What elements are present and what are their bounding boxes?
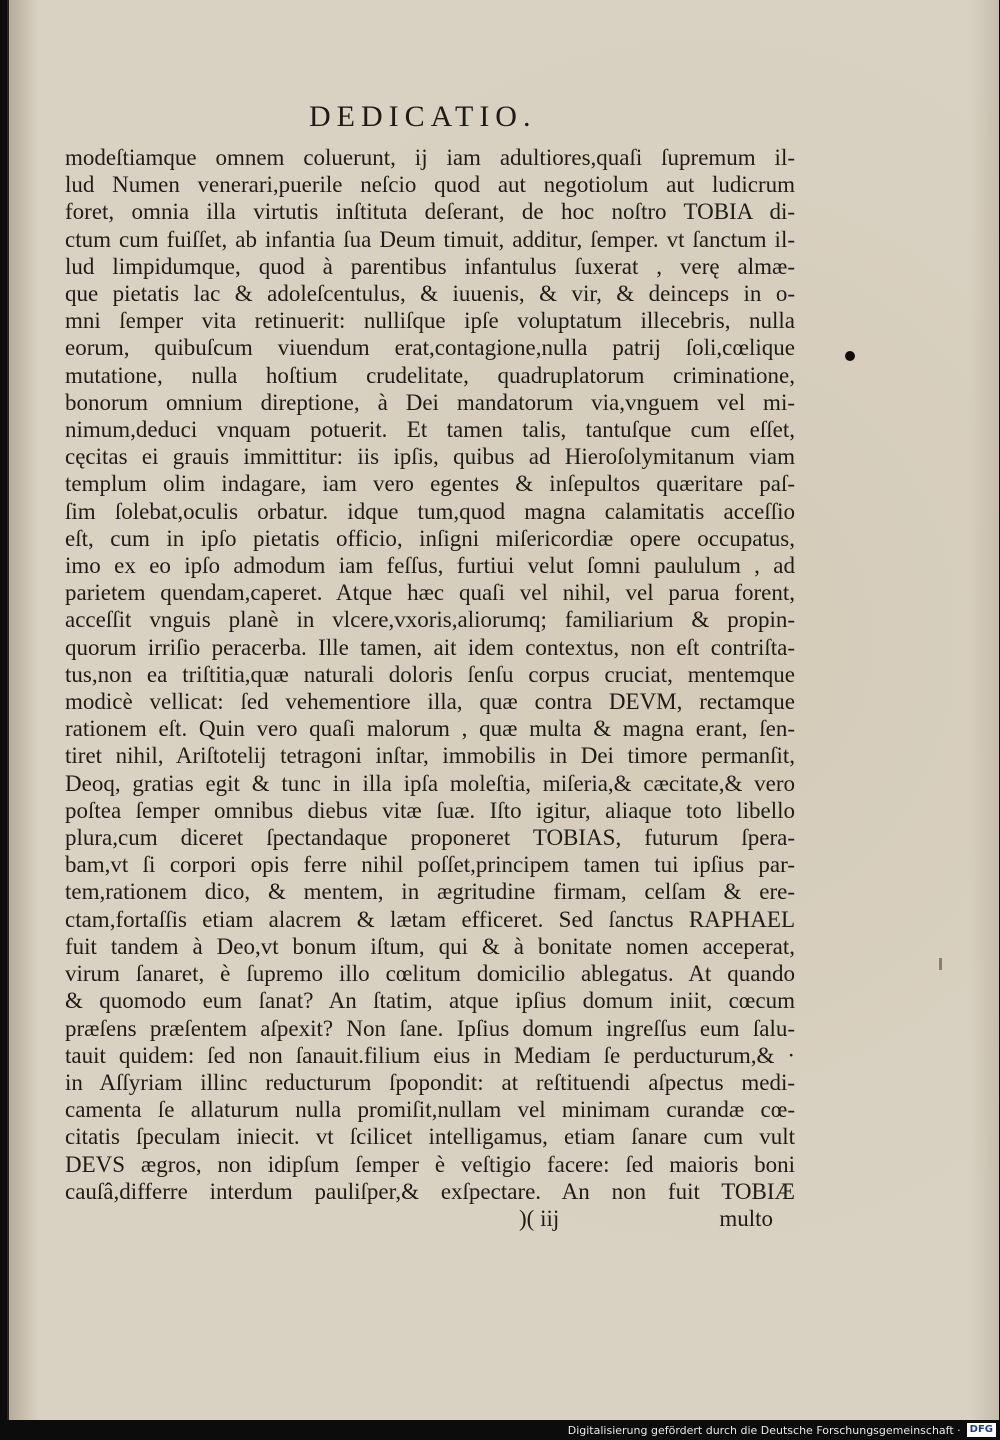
text-line: modicè vellicat: ſed vehementiore illa, quæ contra DEVM, rectamque — [65, 689, 795, 715]
book-page — [7, 0, 999, 1420]
text-line: foret, omnia illa virtutis inſtituta deſerant, de hoc noſtro TOBIA di- — [65, 199, 795, 225]
text-line: & quomodo eum ſanat? An ſtatim, atque ipſius domum iniit, cœcum — [65, 988, 795, 1014]
text-line: fuit tandem à Deo,vt bonum iſtum, qui & à bonitate nomen acceperat, — [65, 933, 795, 959]
text-line: tauit quidem: ſed non ſanauit.filium eius in Mediam ſe perducturum,& · — [65, 1042, 795, 1068]
text-line: citatis ſpeculam iniecit. vt ſcilicet intelligamus, etiam ſanare cum vult — [65, 1124, 795, 1150]
credit-text: Digitalisierung gefördert durch die Deutsche Forschungsgemeinschaft · — [567, 1423, 961, 1437]
text-line: tus,non ea triſtitia,quæ naturali doloris ſenſu corpus cruciat, mentemque — [65, 661, 795, 687]
text-line: quorum irriſio peracerba. Ille tamen, ait idem contextus, non eſt contriſta- — [65, 634, 795, 660]
text-line: cęcitas ei grauis immittitur: iis ipſis, quibus ad Hieroſolymitanum viam — [65, 444, 795, 470]
text-line: poſtea ſemper omnibus diebus vitæ ſuæ. Iſto igitur, aliaque toto libello — [65, 797, 795, 823]
text-line: templum olim indagare, iam vero egentes & inſepultos quæritare paſ- — [65, 471, 795, 497]
text-line: mni ſemper vita retinuerit: nulliſque ipſe voluptatum illecebris, nulla — [65, 308, 795, 334]
page-footer — [509, 1206, 779, 1236]
running-header: DEDICATIO. — [309, 100, 537, 133]
text-line: plura,cum diceret ſpectandaque proponeret TOBIAS, futurum ſpera- — [65, 825, 795, 851]
margin-mark — [939, 958, 942, 970]
text-line: DEVS ægros, non idipſum ſemper è veſtigio facere: ſed maioris boni — [65, 1151, 795, 1177]
text-line: cauſâ,differre interdum pauliſper,& exſpectare. An non fuit TOBIÆ — [65, 1178, 795, 1204]
text-line: bonorum omnium direptione, à Dei mandatorum via,vnguem vel mi- — [65, 389, 795, 415]
text-line: mutatione, nulla hoſtium crudelitate, quadruplatorum criminatione, — [65, 362, 795, 388]
text-line: tiret nihil, Ariſtotelij tetragoni inſtar, immobilis in Dei timore permanſit, — [65, 743, 795, 769]
catchword: multo — [719, 1206, 773, 1231]
text-line: bam,vt ſi corpori opis ferre nihil poſſet,principem tamen tui ipſius par- — [65, 852, 795, 878]
text-line: nimum,deduci vnquam potuerit. Et tamen talis, tantuſque cum eſſet, — [65, 417, 795, 443]
text-line: rationem eſt. Quin vero quaſi malorum , quæ multa & magna erant, ſen- — [65, 716, 795, 742]
text-line: acceſſit vnguis planè in vlcere,vxoris,aliorumq; familiarium & propin- — [65, 607, 795, 633]
text-line: imo ex eo ipſo admodum iam feſſus, furtiui velut ſomni paululum , ad — [65, 553, 795, 579]
text-line: virum ſanaret, è ſupremo illo cœlitum domicilio ablegatus. At quando — [65, 961, 795, 987]
text-line: eorum, quibuſcum viuendum erat,contagione,nulla patrij ſoli,cœlique — [65, 335, 795, 361]
text-line: præſens præſentem aſpexit? Non ſane. Ipſius domum ingreſſus eum ſalu- — [65, 1015, 795, 1041]
dfg-logo: DFG — [967, 1423, 996, 1437]
text-line: tem,rationem dico, & mentem, in ægritudine firmam, celſam & ere- — [65, 879, 795, 905]
text-line: lud Numen venerari,puerile neſcio quod aut negotiolum aut ludicrum — [65, 172, 795, 198]
text-line: camenta ſe allaturum nulla promiſit,nullam vel minimam curandæ cœ- — [65, 1097, 795, 1123]
text-line: que pietatis lac & adoleſcentulus, & iuuenis, & vir, & deinceps in o- — [65, 281, 795, 307]
text-line: eſt, cum in ipſo pietatis officio, inſigni miſericordiæ opere occupatus, — [65, 525, 795, 551]
ink-dot — [845, 351, 855, 361]
text-line: ſim ſolebat,oculis orbatur. idque tum,quod magna calamitatis acceſſio — [65, 498, 795, 524]
text-line: in Aſſyriam illinc reducturum ſpopondit: at reſtituendi aſpectus medi- — [65, 1069, 795, 1095]
text-line: modeſtiamque omnem coluerunt, ij iam adultiores,quaſi ſupremum il- — [65, 145, 795, 170]
text-line: Deoq, gratias egit & tunc in illa ipſa moleſtia, miſeria,& cæcitate,& vero — [65, 770, 795, 796]
signature-mark: )( iij — [519, 1206, 560, 1231]
digitization-credit — [568, 1422, 996, 1438]
text-line: ctam,fortaſſis etiam alacrem & lætam efficeret. Sed ſanctus RAPHAEL — [65, 906, 795, 932]
text-line: ctum cum fuiſſet, ab infantia ſua Deum timuit, additur, ſemper. vt ſanctum il- — [65, 226, 795, 252]
text-line: lud limpidumque, quod à parentibus infantulus ſuxerat , verę almæ- — [65, 253, 795, 279]
text-line: parietem quendam,caperet. Atque hæc quaſi vel nihil, vel parua forent, — [65, 580, 795, 606]
body-text — [65, 144, 795, 1205]
